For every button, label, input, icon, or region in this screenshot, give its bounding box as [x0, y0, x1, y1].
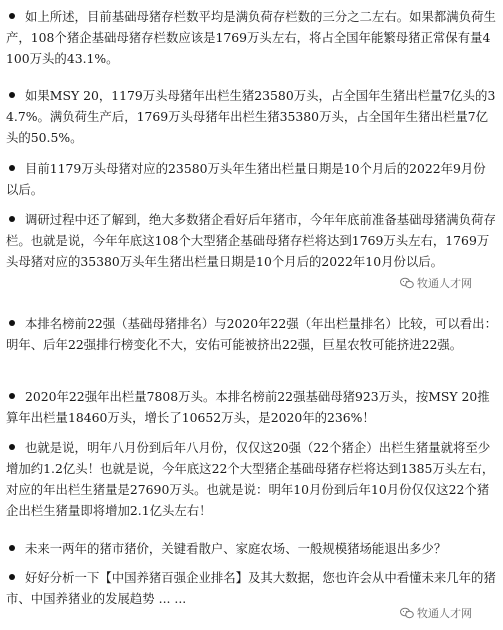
paragraph-text: 也就是说，明年八月份到后年八月份，仅仅这20强（22个猪企）出栏生猪量就将至少增加约1.2亿头！也就是说，今年底这22个大型猪企基础母猪存栏将达到1385万头左右，对应的年出栏生猪量是27690万头。也就是说：明年10月份到后年10月份仅仅这22个猪企出栏生猪量即将增加2.1亿头左右！: [6, 440, 495, 518]
paragraph-text: 调研过程中还了解到，绝大多数猪企看好后年猪市，今年年底前准备基础母猪满负荷存栏。也就是说，今年年底这108个大型猪企基础母猪存栏将达到1769万头左右，1769万头母猪对应的35380万头年生猪出栏量日期是10个月后的2022年10月份以后。: [6, 212, 496, 269]
paragraph-9: [6, 567, 498, 609]
paragraph-text: 如果MSY 20，1179万头母猪年出栏生猪23580万头，占全国年生猪出栏量7亿头的34.7%。满负荷生产后，1769万头母猪年出栏生猪35380万头，占全国年生猪出栏量7亿头的50.5%。: [6, 88, 496, 145]
paragraph-text: 好好分析一下【中国养猪百强企业排名】及其大数据，您也许会从中看懂未来几年的猪市、中国养猪业的发展趋势 ... ...: [6, 570, 496, 606]
paragraph-6: [6, 386, 498, 428]
paragraph-text: 未来一两年的猪市猪价，关键看散户、家庭农场、一般规模猪场能退出多少？: [25, 541, 447, 556]
paragraph-1: [6, 6, 498, 69]
bullet-icon: [9, 393, 15, 399]
watermark-2: [398, 605, 474, 621]
wechat-icon: [400, 277, 414, 289]
bullet-icon: [9, 216, 15, 222]
paragraph-3: [6, 158, 498, 200]
bullet-icon: [9, 92, 15, 98]
bullet-icon: [9, 545, 15, 551]
paragraph-text: 本排名榜前22强（基础母猪排名）与2020年22强（年出栏量排名）比较，可以看出：明年、后年22强排行榜变化不大，安佑可能被挤出22强，巨星农牧可能挤进22强。: [6, 316, 497, 352]
paragraph-2: [6, 85, 498, 148]
paragraph-text: 目前1179万头母猪对应的23580万头年生猪出栏量日期是10个月后的2022年9月份以后。: [6, 161, 486, 197]
paragraph-text: 2020年22强年出栏量7808万头。本排名榜前22强基础母猪923万头，按MSY 20推算年出栏量18460万头，增长了10652万头，是2020年的236%！: [6, 389, 490, 425]
paragraph-8: [6, 538, 498, 559]
bullet-icon: [9, 165, 15, 171]
watermark-text: 牧通人才网: [417, 607, 472, 620]
paragraph-5: [6, 313, 498, 355]
paragraph-text: 如上所述，目前基础母猪存栏数平均是满负荷存栏数的三分之二左右。如果都满负荷生产，108个猪企基础母猪存栏数应该是1769万头左右，将占全国年能繁母猪正常保有量4100万头的43.1%。: [6, 9, 496, 66]
bullet-icon: [9, 13, 15, 19]
watermark-1: [398, 275, 474, 291]
bullet-icon: [9, 574, 15, 580]
bullet-icon: [9, 320, 15, 326]
bullet-icon: [9, 444, 15, 450]
watermark-text: 牧通人才网: [417, 277, 472, 290]
paragraph-4: [6, 209, 498, 272]
paragraph-7: [6, 437, 498, 521]
wechat-icon: [400, 607, 414, 619]
